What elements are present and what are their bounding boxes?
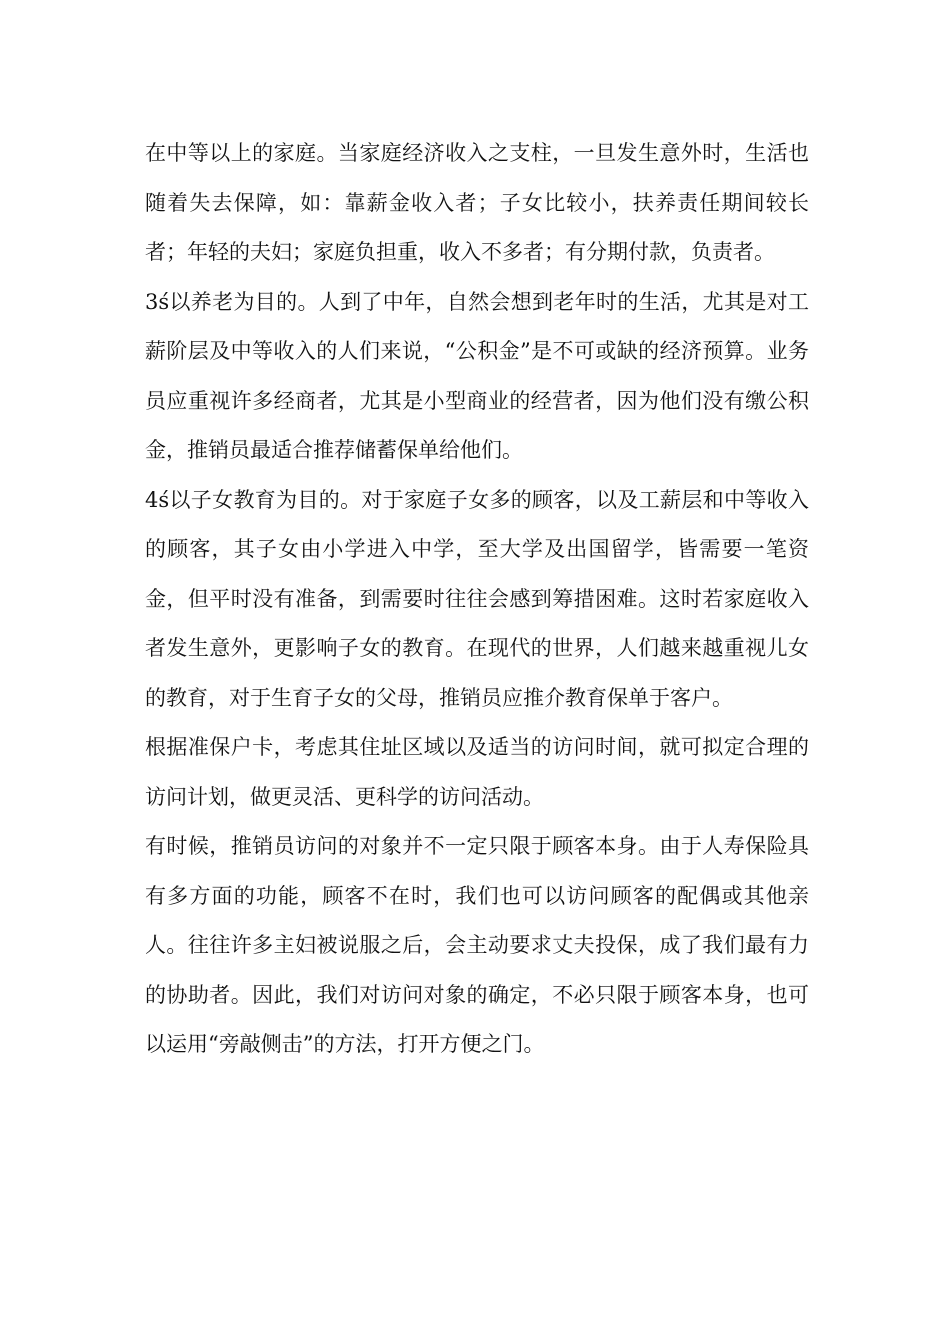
paragraph-2: 3ś以养老为目的。人到了中年，自然会想到老年时的生活，尤其是对工薪阶层及中等收入的人们来说，“公积金”是不可或缺的经济预算。业务员应重视许多经商者，尤其是小型商业的经营者，因为他们没有缴公积金，推销员最适合推荐储蓄保单给他们。 [145,289,809,462]
document-page [145,129,809,1070]
paragraph-4: 根据准保户卡，考虑其住址区域以及适当的访问时间，就可拟定合理的访问计划，做更灵活、更科学的访问活动。 [145,735,809,809]
paragraph-5: 有时候，推销员访问的对象并不一定只限于顾客本身。由于人寿保险具有多方面的功能，顾客不在时，我们也可以访问顾客的配偶或其他亲人。往往许多主妇被说服之后，会主动要求丈夫投保，成了我们最有力的协助者。因此，我们对访问对象的确定，不必只限于顾客本身，也可以运用“旁敲侧击”的方法，打开方便之门。 [145,834,809,1056]
paragraph-3: 4ś以子女教育为目的。对于家庭子女多的顾客，以及工薪层和中等收入的顾客，其子女由小学进入中学，至大学及出国留学，皆需要一笔资金，但平时没有准备，到需要时往往会感到筹措困难。这时若家庭收入者发生意外，更影响子女的教育。在现代的世界，人们越来越重视儿女的教育，对于生育子女的父母，推销员应推介教育保单于客户。 [145,487,809,710]
paragraph-1: 在中等以上的家庭。当家庭经济收入之支柱，一旦发生意外时，生活也随着失去保障，如：靠薪金收入者；子女比较小，扶养责任期间较长者；年轻的夫妇；家庭负担重，收入不多者；有分期付款，负责者。 [145,141,809,264]
